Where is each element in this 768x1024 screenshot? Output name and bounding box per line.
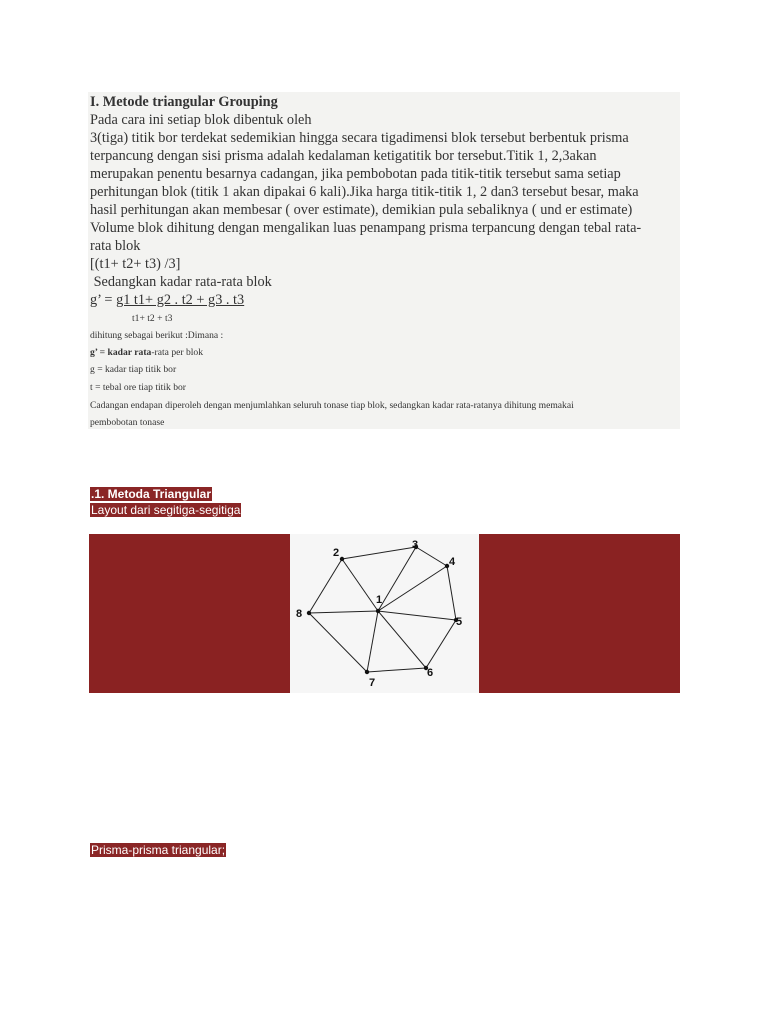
section-heading: I. Metode triangular Grouping: [90, 94, 278, 110]
label-6: 6: [427, 667, 434, 679]
label-2: 2: [333, 547, 340, 559]
body-small-line: dihitung sebagai berikut :Dimana :: [90, 330, 224, 341]
labels: [296, 539, 462, 689]
body-line: Pada cara ini setiap blok dibentuk oleh: [90, 112, 312, 128]
definition-g: g = kadar tiap titik bor: [90, 364, 177, 375]
formula-denominator: t1+ t2 + t3: [132, 313, 173, 324]
formula-volume: [(t1+ t2+ t3) /3]: [90, 256, 181, 272]
definition-t: t = tebal ore tiap titik bor: [90, 382, 186, 393]
triangulation-diagram: [290, 534, 479, 693]
body-line: 3(tiga) titik bor terdekat sedemikian hingga secara tigadimensi blok tersebut berbentuk prisma: [90, 130, 629, 146]
point-1: [376, 609, 380, 613]
body-line: rata blok: [90, 238, 141, 254]
body-line: Volume blok dihitung dengan mengalikan luas penampang prisma terpancung dengan tebal rata-: [90, 220, 642, 236]
definition-g-prime-rest: -rata per blok: [151, 347, 204, 358]
label-7: 7: [369, 677, 376, 689]
section-subheading: Layout dari segitiga-segitiga: [91, 503, 241, 517]
body-small-line: pembobotan tonase: [90, 417, 165, 428]
point-7: [365, 670, 369, 674]
triangulation-svg: [290, 534, 479, 693]
prisma-label: Prisma-prisma triangular;: [91, 843, 226, 857]
label-1: 1: [376, 594, 383, 606]
body-line: perhitungan blok (titik 1 akan dipakai 6 kali).Jika harga titik-titik 1, 2 dan3 tersebut besar, maka: [90, 184, 639, 200]
point-2: [340, 557, 344, 561]
label-4: 4: [449, 556, 456, 568]
formula-kadar: [90, 291, 244, 309]
formula-numerator: g1 t1+ g2 . t2 + g3 . t3: [116, 292, 245, 308]
edges: [309, 547, 456, 672]
point-8: [307, 611, 311, 615]
label-5: 5: [456, 616, 463, 628]
body-small-line: Cadangan endapan diperoleh dengan menjumlahkan seluruh tonase tiap blok, sedangkan kadar rata-ratanya dihitung memakai: [90, 400, 574, 411]
kadar-intro: Sedangkan kadar rata-rata blok: [90, 274, 272, 290]
section-heading-triangular: .1. Metoda Triangular: [91, 487, 212, 501]
definition-g-prime: [90, 347, 203, 359]
points: [307, 545, 458, 674]
body-line: merupakan penentu besarnya cadangan, jika pembobotan pada titik-titik tersebut sama setiap: [90, 166, 621, 182]
body-line: hasil perhitungan akan membesar ( over estimate), demikian pula sebaliknya ( und er estimate): [90, 202, 633, 218]
label-3: 3: [412, 539, 419, 551]
definition-g-prime-term: g’ = kadar rata: [90, 347, 152, 358]
formula-prefix: g’ =: [90, 292, 117, 308]
body-line: terpancung dengan sisi prisma adalah kedalaman ketigatitik bor tersebut.Titik 1, 2,3akan: [90, 148, 597, 164]
label-8: 8: [296, 608, 303, 620]
